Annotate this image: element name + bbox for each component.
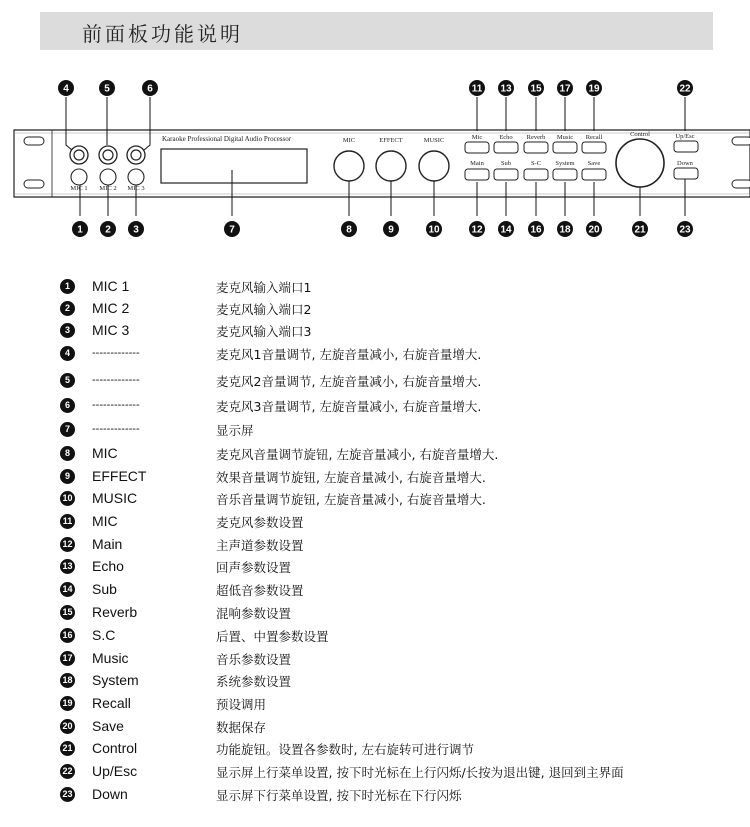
title-bar bbox=[40, 12, 713, 50]
legend-row bbox=[0, 444, 750, 464]
legend-item-name: MIC bbox=[92, 513, 118, 529]
legend-item-name: MIC bbox=[92, 445, 118, 461]
legend-number-badge: 19 bbox=[60, 696, 75, 711]
legend-number-badge: 14 bbox=[60, 582, 75, 597]
callout-number: 19 bbox=[588, 83, 600, 95]
callout-number: 6 bbox=[147, 83, 153, 95]
legend-item-description: 主声道参数设置 bbox=[216, 538, 304, 553]
legend-number-badge: 12 bbox=[60, 537, 75, 552]
legend-item-description: 系统参数设置 bbox=[216, 674, 292, 689]
legend-number-badge: 17 bbox=[60, 651, 75, 666]
bottom-function-button bbox=[494, 169, 518, 180]
legend-row bbox=[0, 321, 750, 341]
bottom-button-label: Save bbox=[587, 160, 601, 167]
callout-number: 10 bbox=[428, 224, 440, 236]
legend-number-badge: 6 bbox=[60, 398, 75, 413]
legend-row bbox=[0, 299, 750, 319]
rack-ear-slot bbox=[24, 137, 44, 145]
bottom-function-button bbox=[465, 169, 489, 180]
mic1-jack bbox=[71, 169, 87, 185]
bottom-function-button bbox=[582, 169, 606, 180]
top-function-button bbox=[524, 142, 548, 153]
rack-ear-slot bbox=[732, 180, 750, 188]
legend-item-name: Save bbox=[92, 718, 124, 734]
callout-number: 2 bbox=[105, 224, 111, 236]
legend-item-name: MIC 2 bbox=[92, 300, 130, 316]
callout-number: 17 bbox=[559, 83, 571, 95]
legend-row bbox=[0, 626, 750, 646]
bottom-function-button bbox=[524, 169, 548, 180]
legend-item-description: 音乐参数设置 bbox=[216, 652, 292, 667]
legend-item-description: 预设调用 bbox=[216, 697, 267, 712]
legend-row bbox=[0, 344, 750, 364]
callout-number: 8 bbox=[346, 224, 352, 236]
legend-item-description: 后置、中置参数设置 bbox=[216, 629, 329, 644]
legend-number-badge: 7 bbox=[60, 422, 75, 437]
callout-number: 14 bbox=[500, 224, 512, 236]
legend-number-badge: 1 bbox=[60, 279, 75, 294]
legend-number-badge: 22 bbox=[60, 764, 75, 779]
legend-item-description: 效果音量调节旋钮, 左旋音量减小, 右旋音量增大. bbox=[216, 470, 486, 485]
legend-number-badge: 4 bbox=[60, 346, 75, 361]
callout-number: 22 bbox=[679, 83, 691, 95]
legend-item-description: 显示屏 bbox=[216, 423, 254, 438]
callout-number: 20 bbox=[588, 224, 600, 236]
legend-item-description: 麦克风2音量调节, 左旋音量减小, 右旋音量增大. bbox=[216, 374, 482, 389]
jack-label-1: MIC 1 bbox=[70, 185, 88, 192]
legend-number-badge: 21 bbox=[60, 741, 75, 756]
callout-number: 13 bbox=[500, 83, 512, 95]
callout-number: 1 bbox=[77, 224, 83, 236]
top-button-label: Music bbox=[556, 134, 574, 141]
legend-row bbox=[0, 785, 750, 805]
callout-number: 23 bbox=[679, 224, 691, 236]
legend-item-name: Recall bbox=[92, 695, 131, 711]
callout-number: 18 bbox=[559, 224, 571, 236]
bottom-button-label: Main bbox=[470, 160, 484, 167]
legend-number-badge: 23 bbox=[60, 787, 75, 802]
legend-item-name: Echo bbox=[92, 558, 124, 574]
callout-number: 9 bbox=[388, 224, 394, 236]
callout-number: 5 bbox=[104, 83, 110, 95]
jack-label-3: MIC 3 bbox=[127, 185, 145, 192]
legend-item-name: Music bbox=[92, 650, 129, 666]
legend-item-name: Control bbox=[92, 740, 138, 756]
rack-ear-slot bbox=[732, 137, 750, 145]
legend-number-badge: 10 bbox=[60, 491, 75, 506]
legend-item-description: 超低音参数设置 bbox=[216, 583, 304, 598]
legend-item-description: 麦克风参数设置 bbox=[216, 515, 304, 530]
mic3-jack bbox=[128, 169, 144, 185]
legend-item-description: 麦克风音量调节旋钮, 左旋音量减小, 右旋音量增大. bbox=[216, 447, 499, 462]
legend-item-name: System bbox=[92, 672, 139, 688]
effect-volume-knob bbox=[376, 151, 406, 181]
legend-row bbox=[0, 649, 750, 669]
callout-number: 11 bbox=[471, 83, 483, 95]
callout-number: 7 bbox=[229, 224, 235, 236]
front-panel-diagram bbox=[0, 70, 750, 245]
legend-row bbox=[0, 717, 750, 737]
callout-number: 15 bbox=[530, 83, 542, 95]
mic-volume-knob bbox=[334, 151, 364, 181]
top-function-button bbox=[582, 142, 606, 153]
legend-number-badge: 2 bbox=[60, 301, 75, 316]
legend-item-description: 回声参数设置 bbox=[216, 560, 292, 575]
legend-row bbox=[0, 277, 750, 297]
top-button-label: Recall bbox=[585, 134, 603, 141]
top-function-button bbox=[465, 142, 489, 153]
mic2-jack bbox=[100, 169, 116, 185]
legend-row bbox=[0, 420, 750, 440]
legend-row bbox=[0, 580, 750, 600]
legend-row bbox=[0, 739, 750, 759]
down-button bbox=[674, 168, 698, 179]
legend-number-badge: 18 bbox=[60, 673, 75, 688]
legend-item-name: Sub bbox=[92, 581, 117, 597]
legend-item-description: 麦克风输入端口2 bbox=[216, 302, 312, 317]
legend-row bbox=[0, 535, 750, 555]
legend-number-badge: 5 bbox=[60, 373, 75, 388]
legend-item-name: Down bbox=[92, 786, 128, 802]
top-function-button bbox=[553, 142, 577, 153]
bottom-button-label: S-C bbox=[530, 160, 542, 167]
callout-number: 3 bbox=[133, 224, 139, 236]
legend-row bbox=[0, 603, 750, 623]
legend-item-name: MUSIC bbox=[92, 490, 138, 506]
device-title: Karaoke Professional Digital Audio Processor bbox=[162, 135, 292, 143]
page-title: 前面板功能说明 bbox=[82, 22, 243, 46]
legend-item-description: 麦克风1音量调节, 左旋音量减小, 右旋音量增大. bbox=[216, 347, 482, 362]
control-label: Control bbox=[630, 131, 650, 138]
legend-item-name: ------------- bbox=[92, 399, 140, 411]
legend-item-name: ------------- bbox=[92, 423, 140, 435]
legend-item-description: 混响参数设置 bbox=[216, 606, 292, 621]
legend-row bbox=[0, 762, 750, 782]
legend-item-name: MIC 3 bbox=[92, 322, 130, 338]
rack-ear-slot bbox=[24, 180, 44, 188]
legend-row bbox=[0, 694, 750, 714]
bottom-button-label: System bbox=[555, 160, 575, 167]
legend-number-badge: 16 bbox=[60, 628, 75, 643]
legend-item-description: 音乐音量调节旋钮, 左旋音量减小, 右旋音量增大. bbox=[216, 492, 486, 507]
legend-item-name: EFFECT bbox=[92, 468, 147, 484]
legend-row bbox=[0, 671, 750, 691]
legend-row bbox=[0, 512, 750, 532]
legend-row bbox=[0, 396, 750, 416]
knob-label-mic: MIC bbox=[342, 137, 356, 144]
legend-number-badge: 20 bbox=[60, 719, 75, 734]
legend-item-description: 显示屏下行菜单设置, 按下时光标在下行闪烁 bbox=[216, 788, 462, 803]
legend-number-badge: 3 bbox=[60, 323, 75, 338]
legend-item-description: 麦克风输入端口1 bbox=[216, 280, 312, 295]
jack-label-2: MIC 2 bbox=[99, 185, 117, 192]
up-esc-button bbox=[674, 141, 698, 152]
callout-number: 4 bbox=[63, 83, 69, 95]
legend-item-description: 功能旋钮。设置各参数时, 左右旋转可进行调节 bbox=[216, 742, 474, 757]
bottom-button-label: Sub bbox=[500, 160, 512, 167]
callout-number: 12 bbox=[471, 224, 483, 236]
legend-number-badge: 8 bbox=[60, 446, 75, 461]
legend-row bbox=[0, 489, 750, 509]
bottom-function-button bbox=[553, 169, 577, 180]
legend-row bbox=[0, 371, 750, 391]
legend-item-description: 麦克风3音量调节, 左旋音量减小, 右旋音量增大. bbox=[216, 399, 482, 414]
top-function-button bbox=[494, 142, 518, 153]
legend-number-badge: 15 bbox=[60, 605, 75, 620]
music-volume-knob bbox=[419, 151, 449, 181]
legend-number-badge: 13 bbox=[60, 559, 75, 574]
legend-item-name: Main bbox=[92, 536, 123, 552]
legend-row bbox=[0, 557, 750, 577]
legend-item-name: S.C bbox=[92, 627, 116, 643]
legend-number-badge: 11 bbox=[60, 514, 75, 529]
legend-item-name: ------------- bbox=[92, 374, 140, 386]
legend-item-description: 麦克风输入端口3 bbox=[216, 324, 312, 339]
legend-item-description: 数据保存 bbox=[216, 720, 267, 735]
legend-item-name: Up/Esc bbox=[92, 763, 138, 779]
legend-item-description: 显示屏上行菜单设置, 按下时光标在上行闪烁/长按为退出键, 退回到主界面 bbox=[216, 765, 624, 780]
callout-number: 21 bbox=[634, 224, 646, 236]
legend-item-name: ------------- bbox=[92, 347, 140, 359]
knob-label-music: MUSIC bbox=[423, 137, 445, 144]
legend-item-name: Reverb bbox=[92, 604, 138, 620]
down-label: Down bbox=[677, 160, 693, 167]
control-knob bbox=[616, 139, 664, 187]
legend-number-badge: 9 bbox=[60, 469, 75, 484]
callout-number: 16 bbox=[530, 224, 542, 236]
top-button-label: Reverb bbox=[526, 134, 546, 141]
top-button-label: Mic bbox=[471, 134, 483, 141]
legend-row bbox=[0, 467, 750, 487]
display-screen bbox=[161, 149, 307, 183]
up-esc-label: Up/Esc bbox=[675, 133, 695, 140]
top-button-label: Echo bbox=[499, 134, 513, 141]
legend-item-name: MIC 1 bbox=[92, 278, 130, 294]
knob-label-effect: EFFECT bbox=[379, 137, 403, 144]
